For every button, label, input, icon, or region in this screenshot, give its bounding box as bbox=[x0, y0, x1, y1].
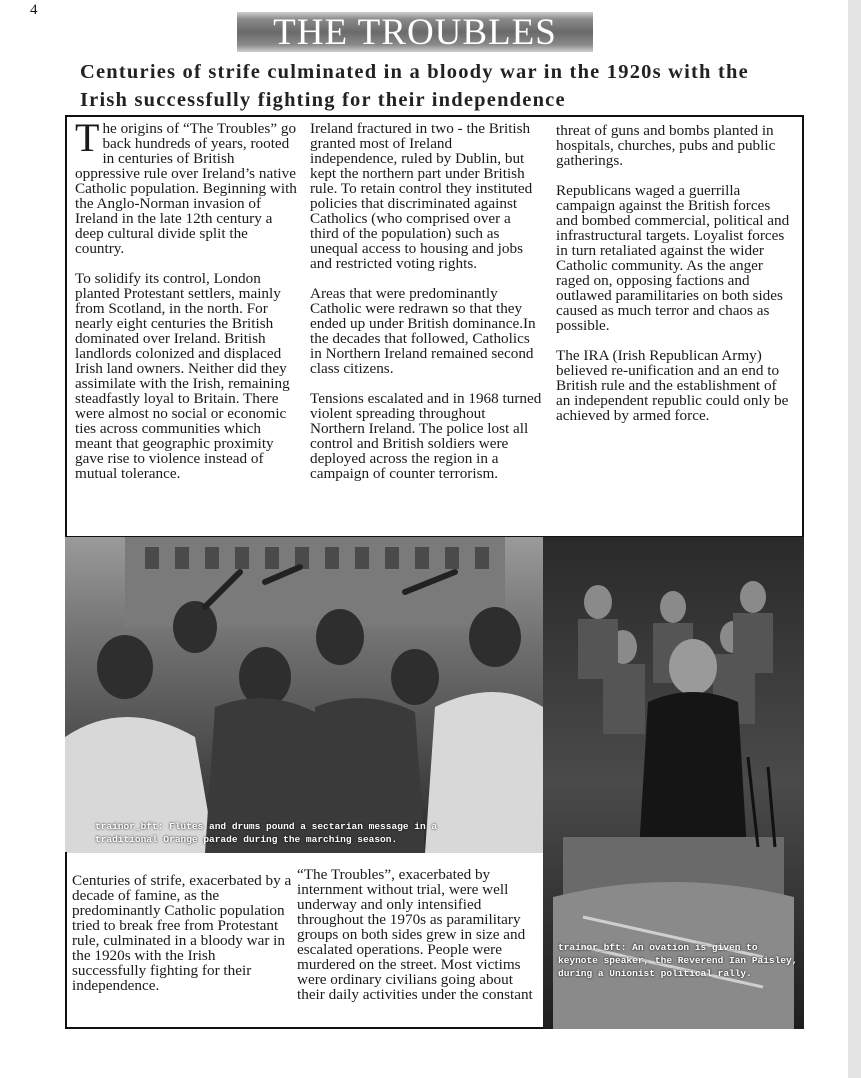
paragraph: Republicans waged a guerrilla campaign against the British forces and bombed commercial, political and infrastructural targets. Loyalist forces in turn retaliated against the wider Catholic community. As the anger raged on, opposing factions and outlawed paramilitaries on both sides caused as much terror and chaos as possible. bbox=[556, 182, 790, 334]
article-column-1 bbox=[75, 115, 297, 496]
paragraph: Centuries of strife, exacerbated by a decade of famine, as the predominantly Catholic population tried to break free from Protestant rule, culminated in a bloody war in the 1920s with the Irish successfully fighting for their independence. bbox=[72, 872, 292, 994]
parade-photo-caption: trainor_bft: Flutes and drums pound a sectarian message in a traditional Orange parade during the marching season. bbox=[95, 821, 438, 845]
paragraph: The origins of “The Troubles” go back hundreds of years, rooted in centuries of British oppressive rule over Ireland’s native Catholic population. Beginning with the Anglo-Norman invasion of Ireland in the late 12th century a deep cultural divide split the country. bbox=[75, 115, 297, 257]
rally-photo bbox=[543, 537, 804, 1029]
page-title: THE TROUBLES bbox=[237, 12, 593, 52]
rally-photo-caption: trainor_bft: An ovation is given to keynote speaker, the Reverend Ian Paisley, during a Unionist political rally. bbox=[558, 942, 798, 979]
parade-photo bbox=[65, 537, 543, 853]
lower-column-2 bbox=[297, 867, 541, 1017]
scrollbar-track[interactable] bbox=[848, 0, 861, 1078]
drop-cap: T bbox=[75, 115, 100, 160]
paragraph: The IRA (Irish Republican Army) believed re-unification and an end to British rule and the establishment of an independent republic could only be achieved by armed force. bbox=[556, 347, 789, 424]
parade-photo-illustration bbox=[65, 537, 543, 853]
paragraph: Ireland fractured in two - the British granted most of Ireland independence, ruled by Dublin, but kept the northern part under British rule. To retain control they instituted policies that discriminated against Catholics (who comprised over a third of the population) such as unequal access to housing and jobs and restricted voting rights. bbox=[310, 120, 533, 272]
paragraph: “The Troubles”, exacerbated by internment without trial, were well underway and only intensified throughout the 1970s as paramilitary groups on both sides grew in size and escalated operations. People were murdered on the street. Most victims were ordinary civilians going about their daily activities under the constant bbox=[297, 866, 533, 1003]
article-column-2 bbox=[310, 121, 542, 496]
paragraph: Tensions escalated and in 1968 turned violent spreading throughout Northern Ireland. The police lost all control and British soldiers were deployed across the region in a campaign of counter terrorism. bbox=[310, 390, 542, 482]
paragraph: To solidify its control, London planted Protestant settlers, mainly from Scotland, in the north. For nearly eight centuries the British dominated over Ireland. British landlords colonized and displaced Irish land owners. Neither did they assimilate with the Irish, remaining steadfastly loyal to Britain. There were almost no social or economic ties across communities which meant that geographic proximity gave rise to violence instead of mutual tolerance. bbox=[75, 270, 290, 482]
paragraph: threat of guns and bombs planted in hospitals, churches, pubs and public gatherings. bbox=[556, 122, 776, 169]
lower-column-1 bbox=[72, 873, 292, 1008]
article-column-3 bbox=[556, 123, 794, 438]
paragraph: Areas that were predominantly Catholic were redrawn so that they ended up under British dominance.In the decades that followed, Catholics in Northern Ireland remained second class citizens. bbox=[310, 285, 536, 377]
subtitle: Centuries of strife culminated in a bloody war in the 1920s with the Irish successfully fighting for their independence bbox=[80, 61, 749, 111]
page-number: 4 bbox=[30, 2, 38, 18]
